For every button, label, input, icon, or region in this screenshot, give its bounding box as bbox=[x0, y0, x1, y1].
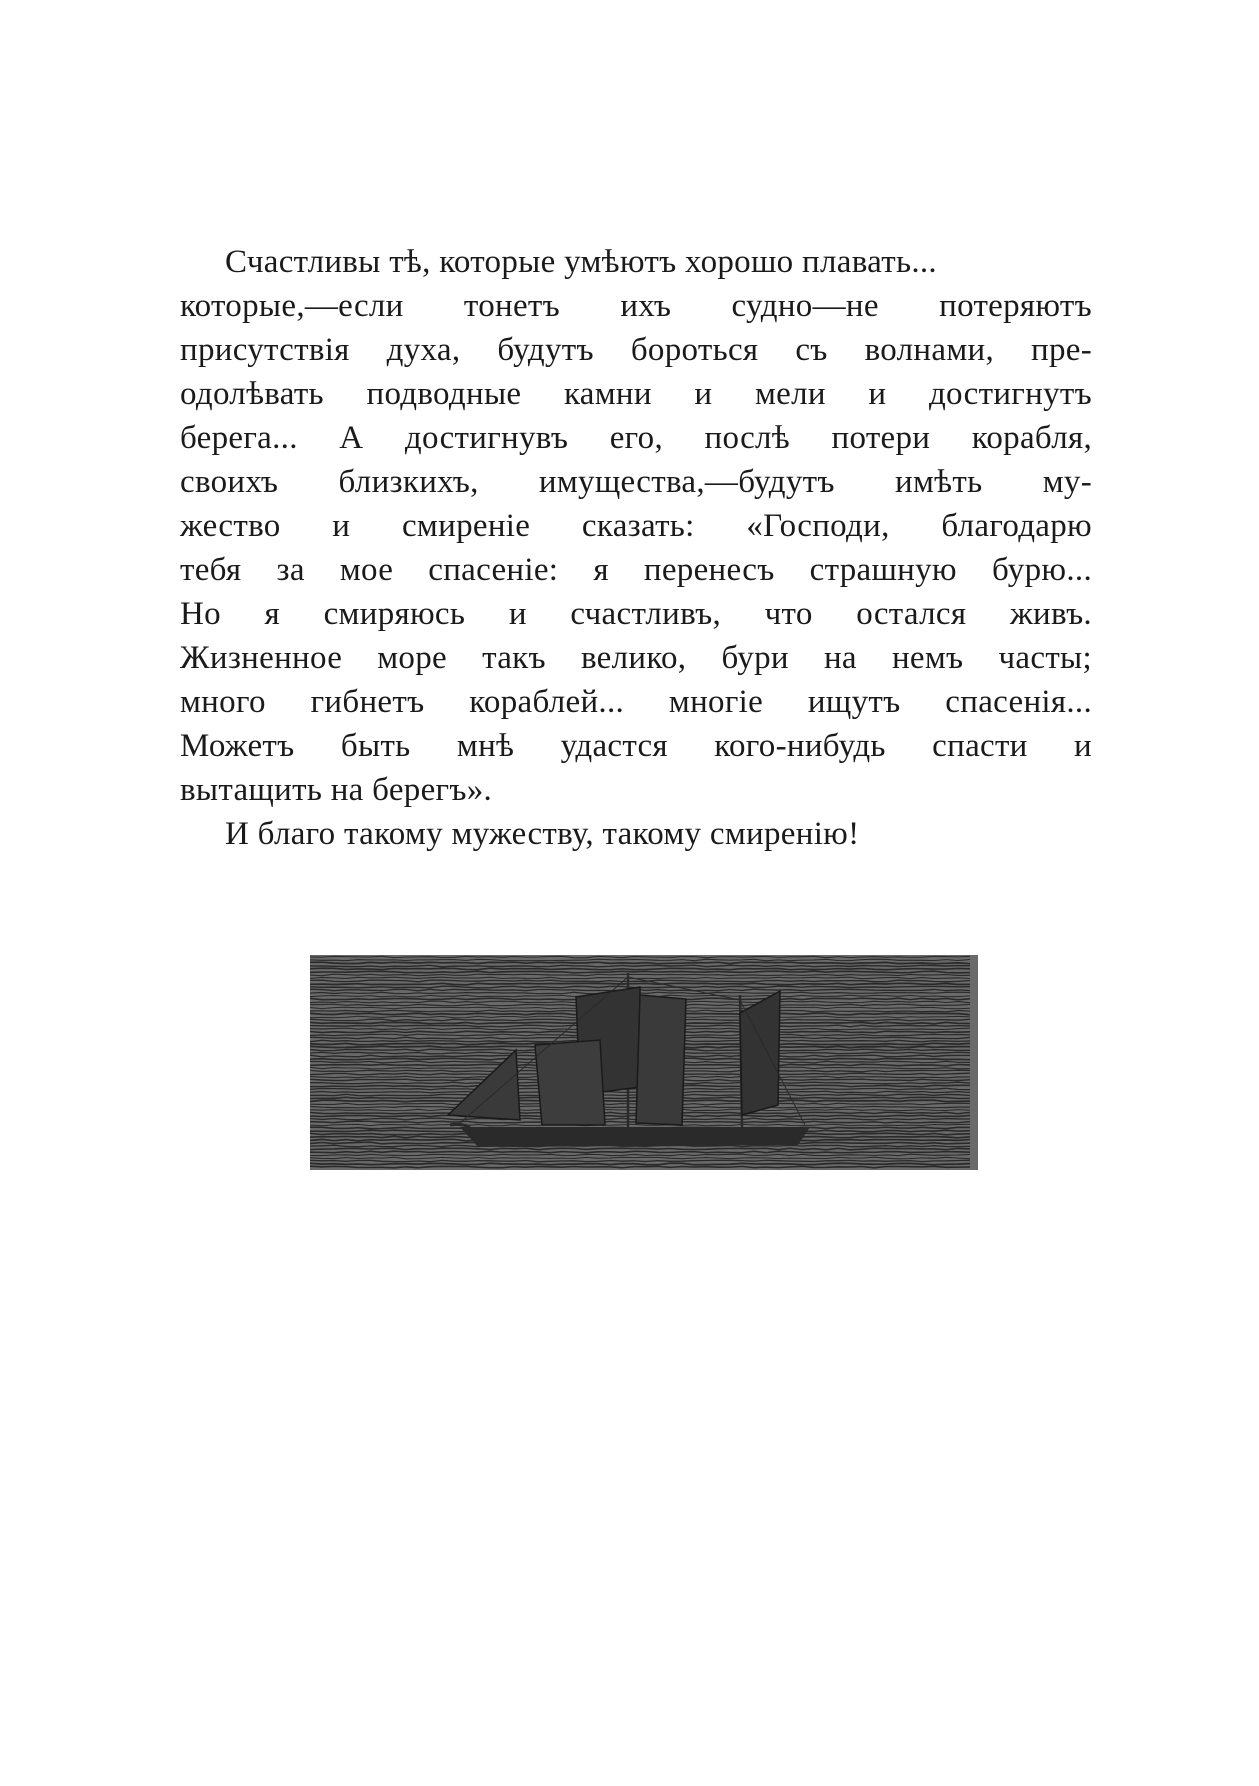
text-line: которые,—если тонетъ ихъ судно—не потеряютъ bbox=[180, 288, 1092, 324]
closing-line: И благо такому мужеству, такому смиренію! bbox=[225, 816, 860, 852]
text-line: тебя за мое спасеніе: я перенесъ страшную бурю... bbox=[180, 552, 1092, 588]
text-line: берега... А достигнувъ его, послѣ потери корабля, bbox=[180, 420, 1092, 456]
text-line: Жизненное море такъ велико, бури на немъ часты; bbox=[180, 640, 1092, 676]
text-line: жество и смиреніе сказать: «Господи, благодарю bbox=[180, 508, 1092, 544]
text-line: много гибнетъ кораблей... многіе ищутъ спасенія... bbox=[180, 684, 1092, 720]
main-sail-lower bbox=[535, 1040, 605, 1125]
ship-hull bbox=[460, 1127, 810, 1147]
text-line: Можетъ быть мнѣ удастся кого-нибудь спасти и bbox=[180, 728, 1092, 764]
text-line: Но я смиряюсь и счастливъ, что остался живъ. bbox=[180, 596, 1092, 632]
sailing-ship-engraving-icon bbox=[310, 955, 978, 1170]
text-line: одолѣвать подводные камни и мели и достигнутъ bbox=[180, 376, 1092, 412]
body-text bbox=[180, 240, 1092, 856]
aft-sail bbox=[740, 991, 780, 1115]
text-line: своихъ близкихъ, имущества,—будутъ имѣть му- bbox=[180, 464, 1092, 500]
text-line: вытащить на берегъ». bbox=[180, 772, 493, 808]
mid-sail bbox=[636, 995, 686, 1125]
text-line: присутствія духа, будутъ бороться съ волнами, пре- bbox=[180, 332, 1092, 368]
text-line: Счастливы тѣ, которые умѣютъ хорошо плавать... bbox=[225, 244, 937, 280]
